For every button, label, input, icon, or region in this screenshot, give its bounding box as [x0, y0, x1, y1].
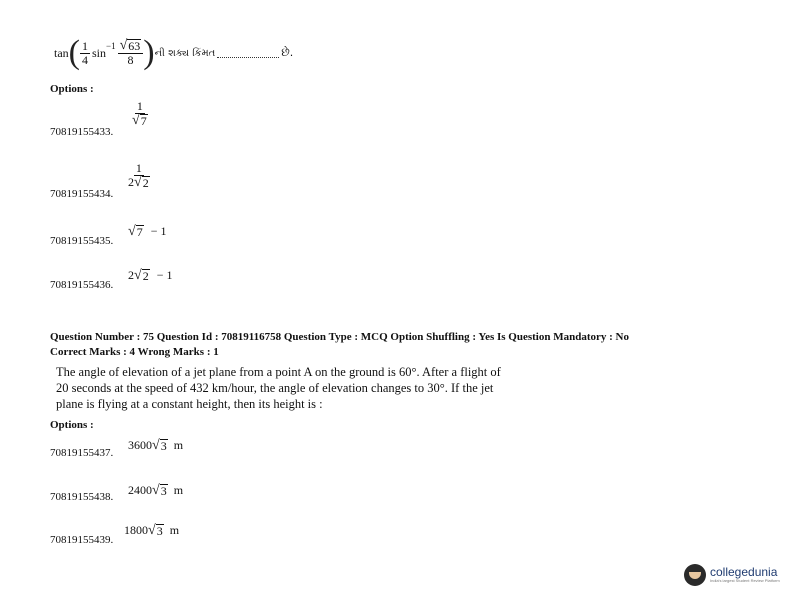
inverse-exponent: −1	[106, 41, 116, 51]
left-paren: (	[68, 34, 80, 71]
sin-function: sin	[92, 45, 107, 60]
option-id[interactable]: 70819155433.	[50, 126, 114, 138]
option-3-value[interactable]: √ 7 − 1	[128, 224, 167, 239]
option-id[interactable]: 70819155439.	[50, 534, 114, 546]
brand-name: collegedunia	[710, 565, 778, 579]
answer-blank	[217, 48, 279, 58]
option-7-value[interactable]: 1800 √ 3 m	[124, 523, 180, 538]
question-74-end: છે.	[281, 46, 294, 59]
option-id[interactable]: 70819155434.	[50, 188, 114, 200]
option-2-value[interactable]: 1 2 √ 2	[128, 161, 149, 190]
question-75-marks: Correct Marks : 4 Wrong Marks : 1	[50, 346, 219, 358]
tan-function: tan	[54, 45, 69, 60]
question-74-expression	[54, 34, 293, 72]
collegedunia-watermark	[684, 564, 780, 586]
option-id[interactable]: 70819155438.	[50, 491, 114, 503]
brand-tagline: India's largest Student Review Platform	[710, 578, 780, 583]
option-1-value[interactable]: 1 √ 7	[132, 99, 147, 128]
option-id[interactable]: 70819155437.	[50, 447, 114, 459]
option-id[interactable]: 70819155436.	[50, 279, 114, 291]
option-4-value[interactable]: 2 √ 2 − 1	[128, 268, 173, 283]
coefficient-fraction: $\frac{1}{4}$	[82, 38, 88, 67]
option-id[interactable]: 70819155435.	[50, 235, 114, 247]
options-label: Options :	[50, 419, 94, 431]
question-74-text: ની શક્ય કિંમત	[154, 47, 216, 59]
question-75-header: Question Number : 75 Question Id : 70819116758 Question Type : MCQ Option Shuffling : Yes Is Question Mandatory : No	[50, 331, 629, 343]
option-5-value[interactable]: 3600 √ 3 m	[128, 438, 184, 453]
right-paren: )	[143, 34, 155, 71]
options-label: Options :	[50, 83, 94, 95]
option-6-value[interactable]: 2400 √ 3 m	[128, 483, 184, 498]
mascot-icon	[684, 564, 706, 586]
question-75-text: The angle of elevation of a jet plane from a point A on the ground is 60°. After a flight of 20 seconds at the speed of 432 km/hour, the angle of elevation changes to 30°. If the jet plane is flying at a constant height, then its height is :	[56, 365, 501, 411]
argument-fraction: √ 63 8	[118, 39, 144, 67]
